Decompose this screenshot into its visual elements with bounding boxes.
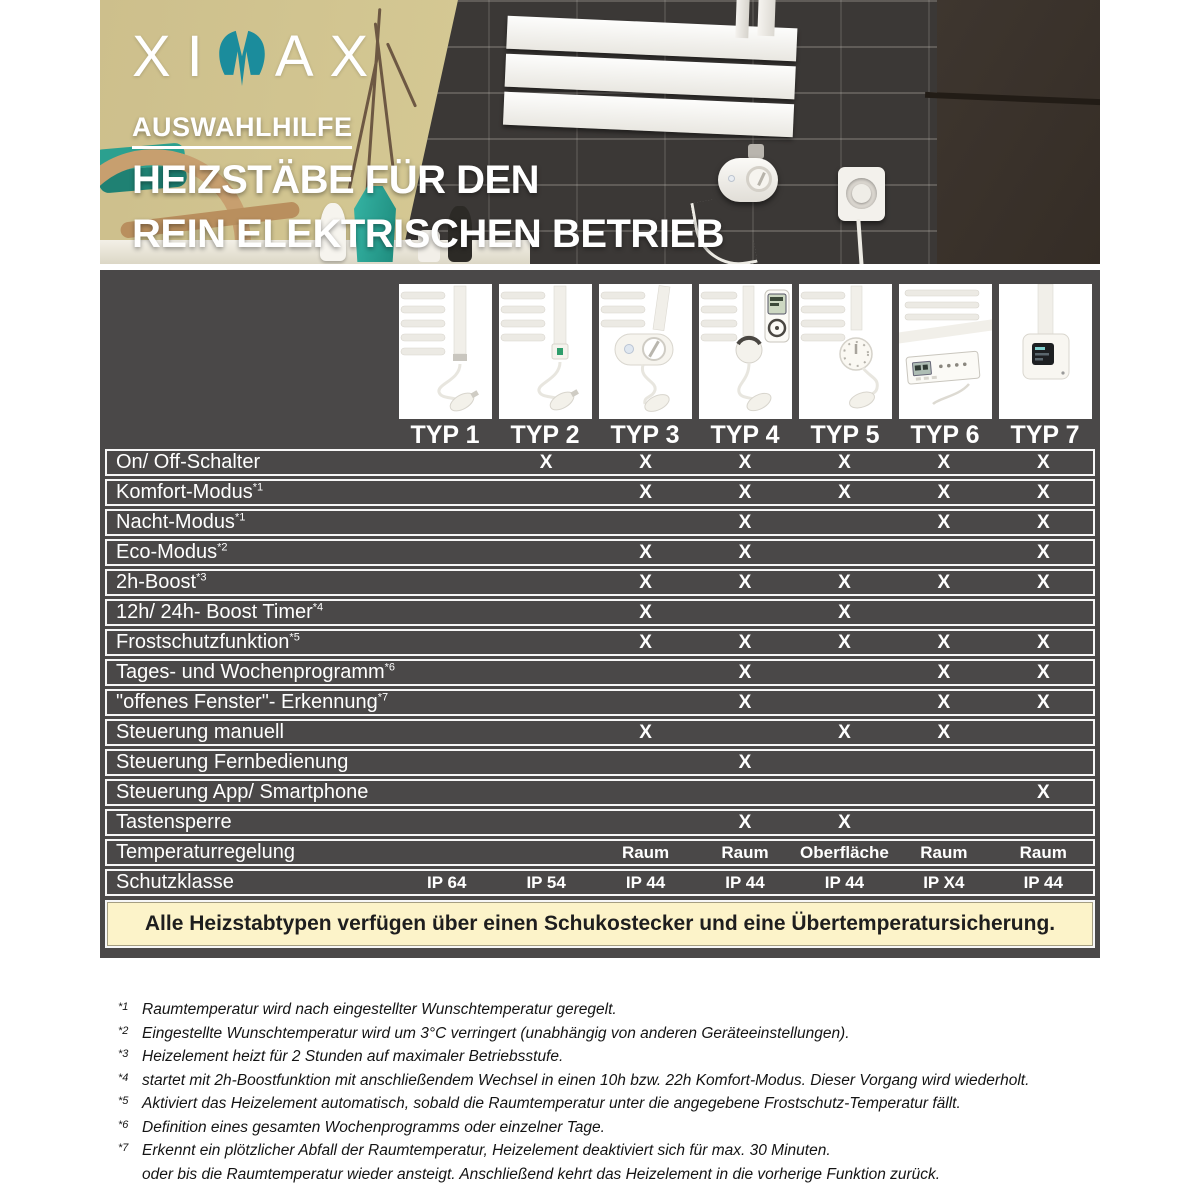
footnote: [118, 1000, 1100, 1024]
feature-cell-value: X: [738, 812, 752, 833]
feature-cell-value: X: [937, 722, 951, 743]
feature-cell-value: X: [1036, 542, 1050, 563]
feature-cell-value: IP X4: [923, 873, 965, 892]
footnote: [118, 1141, 1100, 1165]
feature-cell-value: X: [1036, 662, 1050, 683]
table-row: [105, 659, 1095, 686]
footnote-marker: *5: [118, 1095, 129, 1107]
feature-cell-value: X: [838, 632, 851, 653]
typ1-heating-rod-basic-photo: [399, 284, 492, 419]
product-column-typ3: [595, 284, 695, 449]
footnotes-section: [118, 1000, 1100, 1188]
hero-kicker: AUSWAHLHILFE: [132, 112, 352, 149]
footnote-text: Eingestellte Wunschtemperatur wird um 3°C verringert (unabhängig von anderen Geräteeinstellungen).: [142, 1024, 850, 1042]
content-column: [100, 0, 1100, 1188]
feature-label: Eco-Modus$^{*2}$: [116, 541, 228, 563]
feature-cell-value: X: [639, 602, 652, 623]
feature-cell-value: X: [639, 632, 652, 653]
product-column-typ4: [695, 284, 795, 449]
footnote-marker: *1: [118, 1001, 129, 1013]
feature-label: Nacht-Modus$^{*1}$: [116, 511, 246, 533]
type-label: TYP 7: [1010, 421, 1080, 449]
feature-cell-value: X: [838, 572, 851, 593]
product-column-typ2: [495, 284, 595, 449]
heating-element-connector: [748, 144, 764, 159]
feature-cell-value: X: [937, 692, 951, 713]
product-column-typ5: [795, 284, 895, 449]
footnote: [118, 1071, 1100, 1095]
feature-cell-value: X: [937, 572, 951, 593]
feature-cell-value: X: [838, 452, 851, 473]
feature-cell-value: X: [738, 662, 752, 683]
footnote-marker: *4: [118, 1071, 129, 1084]
feature-cell-value: X: [639, 452, 652, 473]
ximax-logo: [132, 16, 724, 98]
feature-cell-value: X: [1036, 482, 1050, 503]
feature-label: Frostschutzfunktion$^{*5}$: [116, 631, 300, 653]
radiator-pipe: [757, 0, 775, 36]
table-row: [105, 839, 1095, 866]
outlet-socket: [846, 178, 877, 209]
logo-letters-right: AX: [274, 24, 385, 89]
footnote-marker: [118, 1165, 142, 1166]
feature-cell-value: X: [738, 512, 752, 533]
feature-cell-value: IP 44: [824, 873, 865, 892]
table-row: [105, 719, 1095, 746]
feature-cell-value: IP 54: [526, 873, 566, 892]
product-column-typ1: [395, 284, 495, 449]
feature-cell-value: X: [1036, 782, 1050, 803]
typ2-heating-rod-switch-photo: [499, 284, 592, 419]
type-label: TYP 3: [610, 421, 680, 449]
wall-outlet: [838, 167, 885, 221]
hero-banner: [100, 0, 1100, 264]
table-row: [105, 749, 1095, 776]
table-row: [105, 689, 1095, 716]
feature-cell-value: X: [937, 662, 951, 683]
feature-cell-value: X: [937, 452, 951, 473]
footnote: [118, 1118, 1100, 1142]
table-row: [105, 449, 1095, 476]
feature-cell-value: Raum: [721, 843, 769, 862]
table-row: [105, 629, 1095, 656]
feature-cell-value: IP 44: [625, 873, 666, 892]
feature-label: Tages- und Wochenprogramm$^{*6}$: [116, 661, 396, 683]
feature-label: Steuerung App/ Smartphone: [116, 781, 369, 803]
hero-title-line2: REIN ELEKTRISCHEN BETRIEB: [132, 212, 724, 256]
type-label: TYP 4: [710, 421, 780, 449]
type-label: TYP 6: [910, 421, 980, 449]
footnote-marker: *2: [118, 1024, 129, 1037]
feature-cell-value: X: [738, 482, 752, 503]
feature-cell-value: Raum: [920, 843, 968, 862]
feature-cell-value: X: [838, 812, 851, 833]
feature-cell-value: X: [738, 752, 752, 773]
feature-cell-value: X: [1036, 692, 1050, 713]
table-row: [105, 779, 1095, 806]
feature-table: [105, 449, 1095, 896]
typ5-heating-rod-thermostat-knob-photo: [799, 284, 892, 419]
hero-text-block: [132, 16, 724, 257]
footnote-text: Aktiviert das Heizelement automatisch, sobald die Raumtemperatur unter die angegebene Frostschutz-Temperatur fällt.: [142, 1095, 961, 1112]
footnote-marker: *3: [118, 1048, 129, 1060]
hero-title-line1: HEIZSTÄBE FÜR DEN: [132, 158, 540, 202]
outlet-plug: [852, 184, 871, 203]
feature-cell-value: X: [639, 482, 652, 503]
feature-cell-value: X: [738, 452, 752, 473]
feature-cell-value: X: [639, 722, 652, 743]
header-spacer: [105, 284, 395, 449]
typ3-heating-rod-dial-control-photo: [599, 284, 692, 419]
feature-label: Komfort-Modus$^{*1}$: [116, 481, 264, 503]
typ4-heating-rod-remote-control-photo: [699, 284, 792, 419]
feature-cell-value: X: [838, 482, 851, 503]
feature-label: Schutzklasse: [116, 871, 234, 893]
type-label: TYP 5: [810, 421, 880, 449]
table-row: [105, 569, 1095, 596]
typ6-heating-rod-control-panel-photo: [899, 284, 992, 419]
feature-label: "offenes Fenster"- Erkennung$^{*7}$: [116, 691, 389, 713]
feature-label: 2h-Boost$^{*3}$: [116, 571, 207, 593]
table-row: [105, 809, 1095, 836]
feature-cell-value: X: [639, 572, 652, 593]
feature-cell-value: Raum: [621, 843, 670, 862]
footnote: [118, 1165, 1100, 1189]
feature-cell-value: X: [738, 572, 752, 593]
feature-cell-value: IP 64: [427, 873, 467, 892]
footnote: [118, 1024, 1100, 1048]
note-text: Alle Heizstabtypen verfügen über einen Schukostecker und eine Übertemperatursicherung.: [144, 912, 1056, 935]
typ7-heating-rod-smart-box-photo: [999, 284, 1092, 419]
dial-slot: [757, 172, 766, 186]
product-column-typ7: [995, 284, 1095, 449]
feature-cell-value: X: [539, 452, 553, 473]
product-column-typ6: [895, 284, 995, 449]
control-indicator: [728, 175, 735, 182]
footnote: [118, 1094, 1100, 1118]
feature-label: Tastensperre: [116, 811, 232, 833]
dark-cabinet: [937, 0, 1100, 264]
feature-cell-value: X: [738, 542, 752, 563]
feature-cell-value: X: [838, 722, 851, 743]
control-dial: [746, 166, 772, 192]
feature-cell-value: X: [1036, 452, 1050, 473]
comparison-panel: [100, 270, 1100, 958]
footnote-marker: *7: [118, 1142, 129, 1154]
table-row: [105, 479, 1095, 506]
feature-cell-value: X: [838, 602, 851, 623]
feature-cell-value: Raum: [1019, 843, 1067, 862]
feature-cell-value: X: [937, 482, 951, 503]
feature-cell-value: X: [738, 692, 752, 713]
feature-label: Temperaturregelung: [116, 841, 295, 863]
footnote-text: Definition eines gesamten Wochenprogramms oder einzelner Tage.: [142, 1118, 605, 1136]
footnote-marker: *6: [118, 1118, 129, 1131]
ximax-m-mark-icon: [211, 24, 273, 96]
footnote-text: oder bis die Raumtemperatur wieder ansteigt. Anschließend kehrt das Heizelement in die vorherige Funktion zurück.: [142, 1165, 941, 1183]
feature-cell-value: Oberfläche: [800, 843, 889, 862]
feature-cell-value: X: [1036, 572, 1050, 593]
feature-label: Steuerung Fernbedienung: [116, 751, 349, 773]
feature-cell-value: X: [1036, 512, 1050, 533]
feature-cell-value: X: [1036, 632, 1050, 653]
feature-cell-value: IP 44: [725, 873, 765, 892]
product-header-row: [105, 284, 1095, 449]
table-row: [105, 509, 1095, 536]
feature-cell-value: X: [639, 542, 652, 563]
logo-letters-left: XI: [132, 24, 219, 89]
table-row: [105, 869, 1095, 896]
footnote-text: Erkennt ein plötzlicher Abfall der Raumtemperatur, Heizelement deaktiviert sich für max. 30 Minuten.: [142, 1142, 831, 1159]
footnote: [118, 1047, 1100, 1071]
feature-label: On/ Off-Schalter: [116, 451, 261, 473]
footnote-text: Raumtemperatur wird nach eingestellter Wunschtemperatur geregelt.: [142, 1001, 617, 1018]
footnote-text: startet mit 2h-Boostfunktion mit anschließendem Wechsel in einen 10h bzw. 22h Komfort-Modus. Dieser Vorgang wird wiederholt.: [142, 1071, 1030, 1089]
table-row: [105, 539, 1095, 566]
type-label: TYP 2: [510, 421, 580, 449]
feature-label: 12h/ 24h- Boost Timer$^{*4}$: [116, 601, 324, 623]
feature-cell-value: X: [738, 632, 752, 653]
radiator-pipe: [735, 0, 749, 38]
heating-element-control: [718, 158, 778, 202]
note-banner: [105, 900, 1095, 948]
type-label: TYP 1: [410, 421, 480, 449]
footnote-text: Heizelement heizt für 2 Stunden auf maximaler Betriebsstufe.: [142, 1048, 564, 1065]
feature-cell-value: IP 44: [1023, 873, 1063, 892]
feature-cell-value: X: [937, 512, 951, 533]
feature-cell-value: X: [937, 632, 951, 653]
cabinet-drawer-groove: [925, 92, 1100, 106]
feature-label: Steuerung manuell: [116, 721, 284, 743]
table-row: [105, 599, 1095, 626]
